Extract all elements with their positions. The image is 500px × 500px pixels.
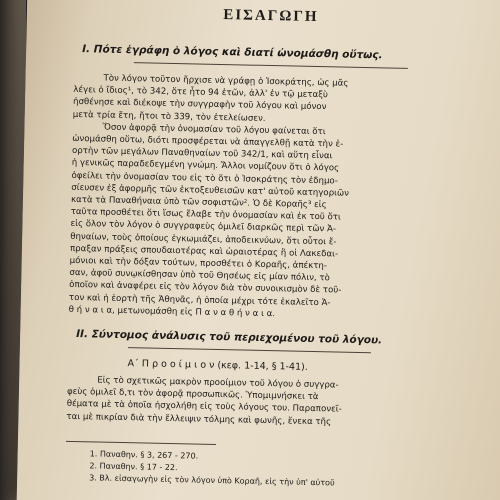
text-line: μετὰ τρία ἔτη, ἤτοι τὸ 339, τὸν ἐτελείωσεν.	[72, 109, 266, 124]
text-line: ται μὲ πικρίαν διὰ τὴν ἔλλειψιν τόλμης καὶ φωνῆς, ἕνεκα τῆς	[66, 411, 332, 428]
text-line: θ ή ν α ι α, μετωνομάσθη εἰς Π α ν α θ ή ν α ι α.	[68, 304, 276, 320]
text-line: πραξαν πράξεις σπουδαιοτέρας καὶ ὡραιοτέρας ἢ οἱ Λακεδαι-	[69, 243, 339, 260]
section-2-subheading: Α΄ Π ρ ο ο ί μ ι ο ν (κεφ. 1-14, § 1-41).	[127, 358, 308, 373]
footnote: 2. Παναθην. § 17 - 22.	[89, 461, 178, 473]
text-line: ταῦτα προσθέτει ὅτι ἴσως ἔλαβε τὴν ὀνομασίαν καὶ ἐκ τοῦ ὅτι	[70, 207, 341, 223]
section-1-text	[69, 72, 466, 324]
section-2-rule	[128, 347, 371, 353]
section-2-heading: ΙΙ. Σύντομος ἀνάλυσις τοῦ περιεχομένου τοῦ λόγου.	[76, 328, 383, 347]
section-2-text	[66, 374, 459, 431]
page-content	[65, 4, 467, 492]
text-line: Τὸν λόγον τοῦτον ἤρχισε νὰ γράφῃ ὁ Ἰσοκράτης, ὡς μᾶς	[103, 73, 349, 89]
text-line: Ὅσον ἀφορᾷ τὴν ὀνομασίαν τοῦ λόγου φαίνεται ὅτι	[102, 122, 326, 138]
text-line: ὁποῖον καὶ ἀναφέρει εἰς τὸν λόγον διὰ τὸν συνοικισμὸν δὲ τοῦ-	[69, 280, 342, 297]
text-line: θηναίων, τοὺς ὁποίους ἐγκωμιάζει, ἀποδεικνύων, ὅτι οὗτοι ἔ-	[70, 231, 337, 248]
text-line: φεὺς ὁμιλεῖ δ,τι τὸν ἀφορᾷ προσωπικῶς. Ὑπομιμνήσκει τὰ	[66, 387, 319, 403]
footnotes	[65, 441, 335, 488]
text-line: ἠσθένησε καὶ διέκοψε τὴν συγγραφὴν τοῦ λόγου καὶ μόνον	[72, 97, 327, 113]
footnote: 3. Βλ. εἰσαγωγὴν εἰς τὸν λόγον ὑπὸ Κοραῆ, εἰς τὴν ὑπ' αὐτοῦ	[89, 473, 335, 488]
text-line: σαν, ἀφοῦ συνῳκίσθησαν ὑπὸ τοῦ Θησέως εἰς μίαν πόλιν, τὸ	[69, 268, 330, 284]
book-page	[17, 0, 500, 500]
text-line: Εἰς τὸ σχετικῶς μακρὸν προοίμιον τοῦ λόγου ὁ συγγρα-	[97, 375, 339, 391]
text-line: ορτὴν τῶν μεγάλων Παναθηναίων τοῦ 342/1, καὶ αὕτη εἶναι	[71, 146, 333, 162]
text-line: θέματα μὲ τὰ ὁποῖα ἠσχολήθη εἰς τοὺς λόγους του. Παραπονεῖ-	[66, 399, 342, 416]
text-line: λέγει ὁ ἴδιος¹, τὸ 342, ὅτε ἦτο 94 ἐτῶν, ἀλλ' ἐν τῷ μεταξὺ	[73, 85, 329, 101]
footnote: 1. Παναθην. § 3, 267 - 270.	[89, 449, 199, 461]
text-line: ἡ γενικῶς παραδεδεγμένη γνώμη. Ἄλλοι νομίζουν ὅτι ὁ λόγος	[71, 158, 340, 174]
text-line: κατὰ τὰ Παναθήναια ὑπὸ τῶν σοφιστῶν². Ὁ δὲ Κοραῆς³ εἰς	[70, 194, 327, 211]
text-line: ὠνομάσθη οὕτω, διότι προσφέρεται νὰ ἀπαγγελθῇ κατὰ τὴν ἑ-	[72, 133, 344, 150]
text-line: μόνιοι καὶ τὴν δόξαν τούτων, προσθέτει ὁ Κοραῆς, ἀπέκτη-	[69, 255, 328, 272]
chapter-title: ΕΙΣΑΓΩΓΗ	[223, 7, 319, 26]
section-1-rule	[134, 62, 408, 69]
text-line: εἰς ὅλον τὸν λόγον ὁ συγγραφεὺς ὁμιλεῖ διαρκῶς περὶ τῶν Ἀ-	[70, 219, 337, 235]
section-1-heading: Ι. Πότε ἐγράφη ὁ λόγος καὶ διατί ὠνομάσθη οὕτως.	[82, 43, 383, 62]
text-line: ὀφείλει τὴν ὀνομασίαν του εἰς τὸ ὅτι ὁ Ἰσοκράτης τὸν ἐδημο-	[71, 170, 338, 187]
text-line: σίευσεν ἐξ ἀφορμῆς τῶν ἐκτοξευθεισῶν κατ' αὐτοῦ κατηγοριῶν	[71, 182, 350, 199]
text-line: τον καὶ ἡ ἑορτὴ τῆς Ἀθηνᾶς, ἡ ὁποία μέχρι τότε ἐκαλεῖτο Ἀ-	[68, 292, 331, 308]
